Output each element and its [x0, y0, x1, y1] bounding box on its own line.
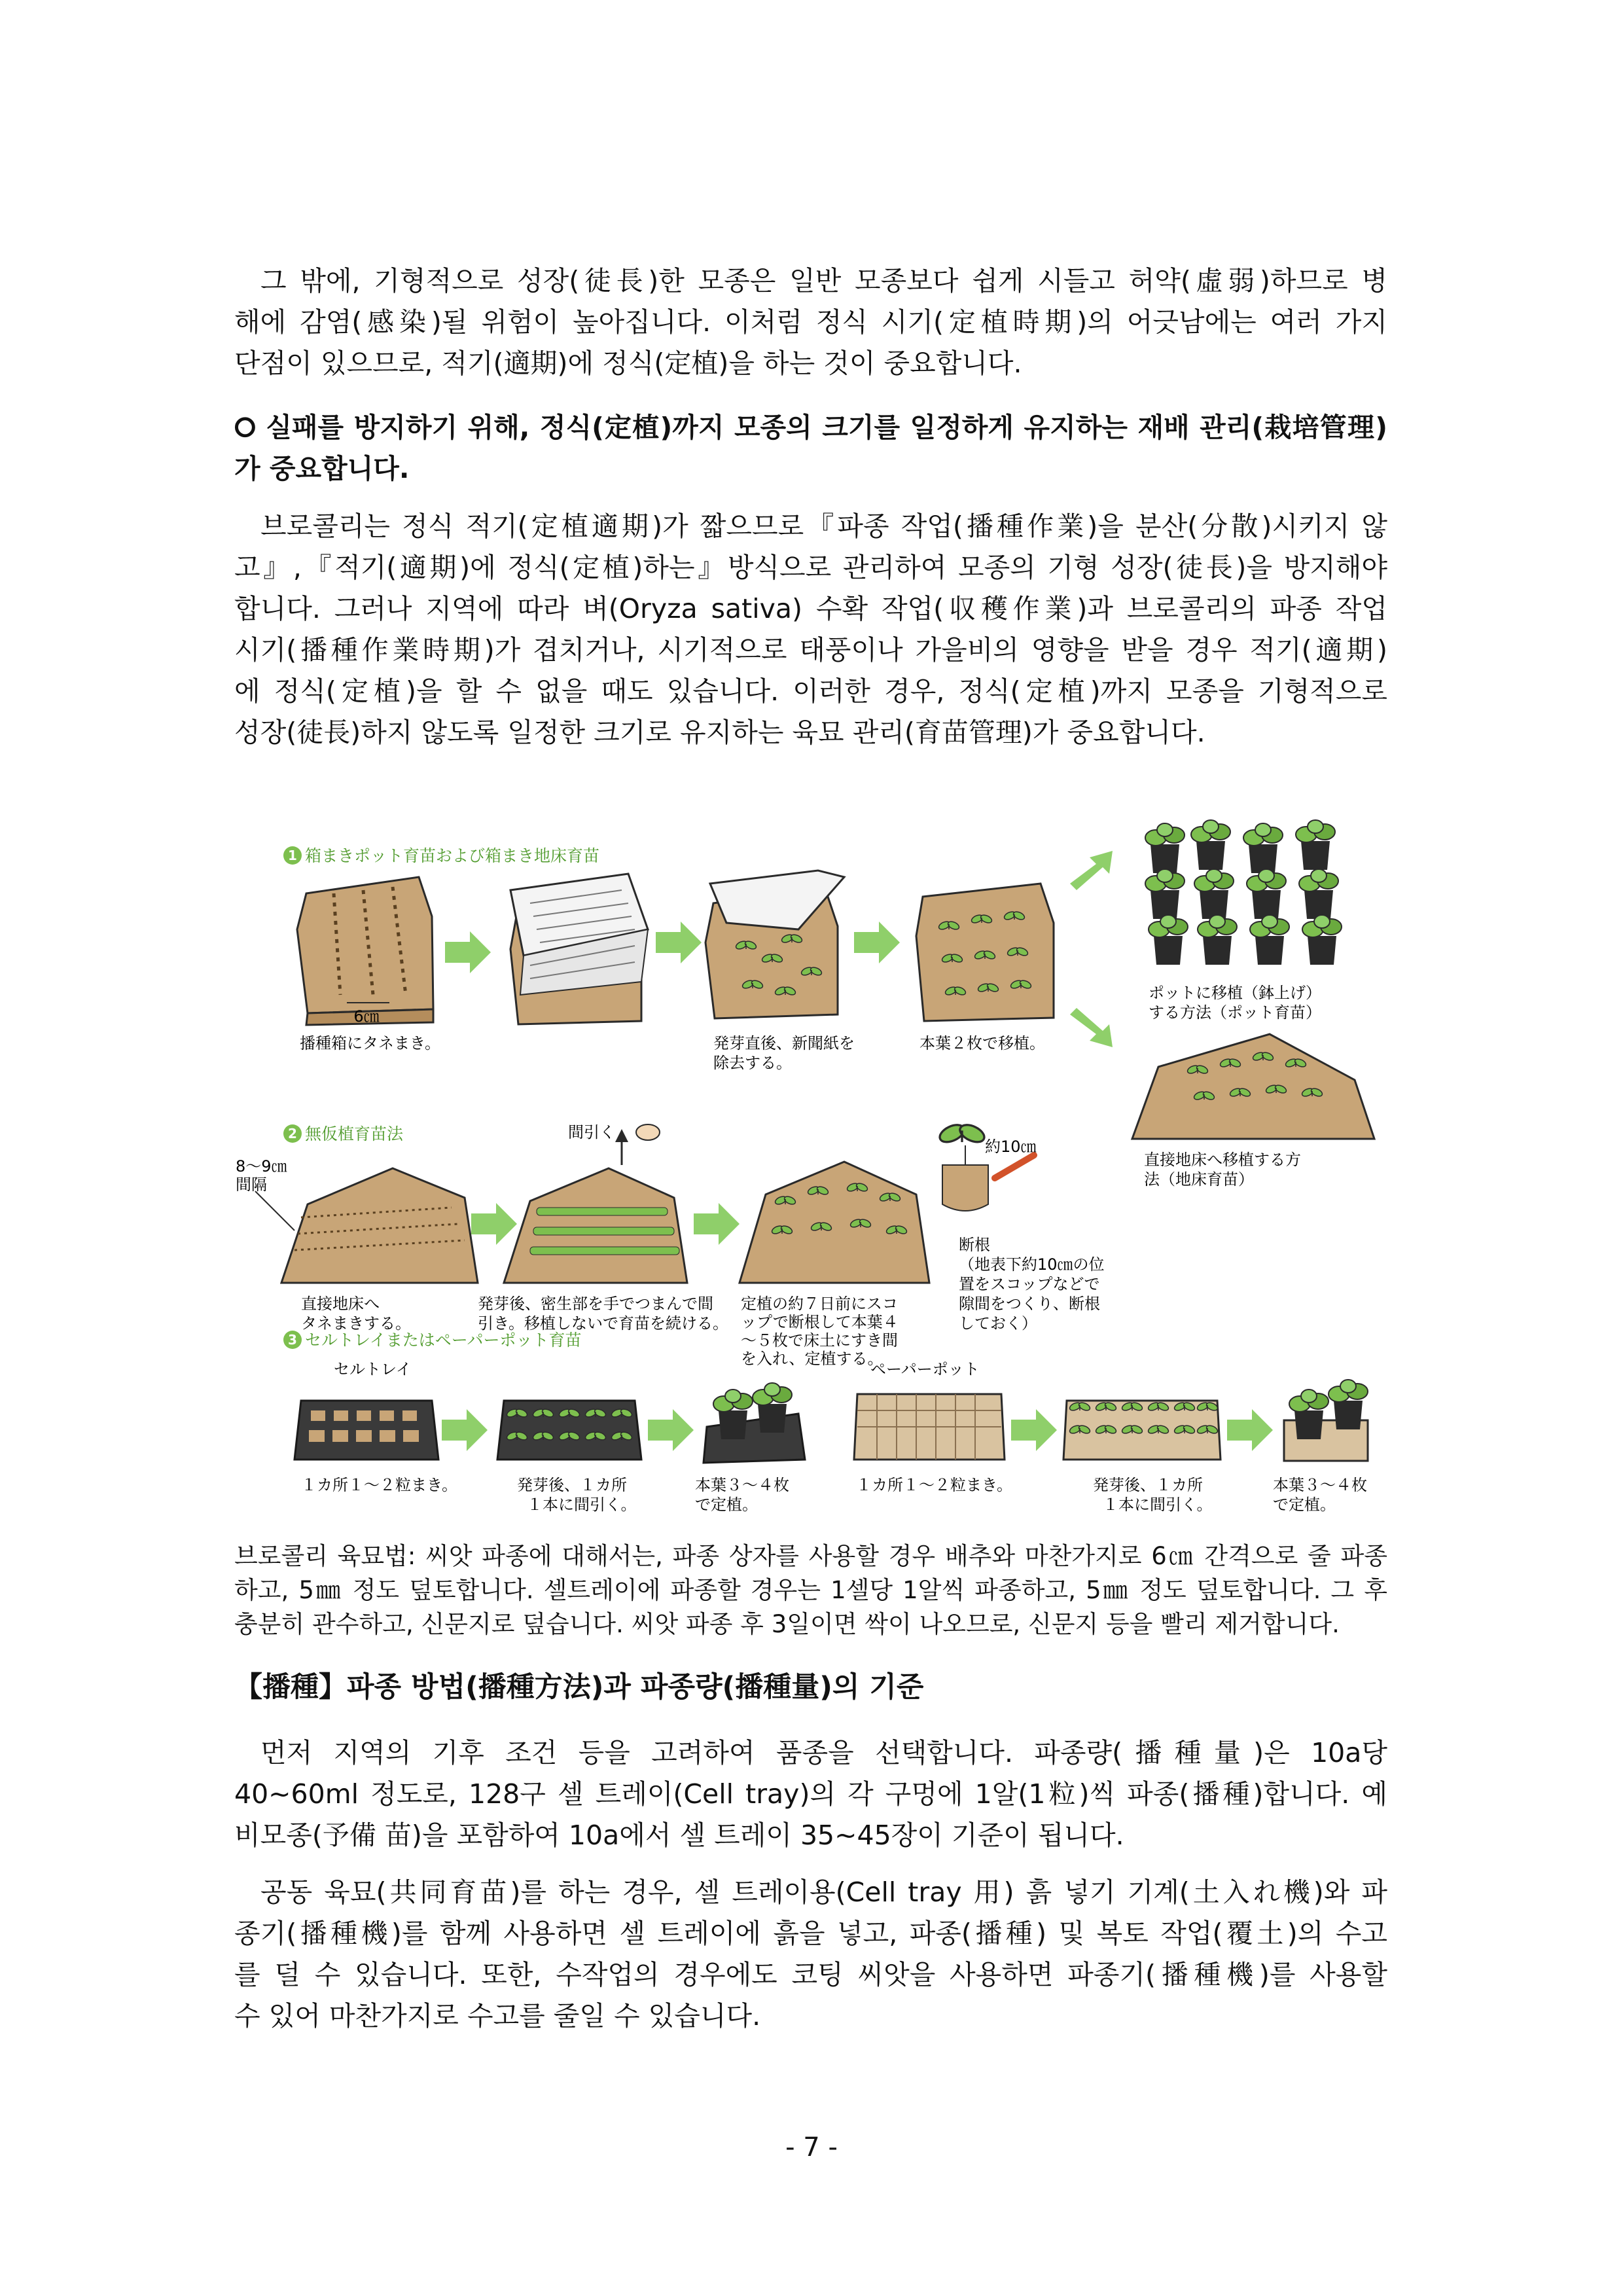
seedling-method-illustration — [229, 798, 1394, 1535]
spacing-label-2: 間隔 — [236, 1175, 267, 1194]
page-number: - 7 - — [785, 2132, 838, 2162]
spacing-label-1: 8～9㎝ — [236, 1157, 287, 1175]
paragraph-line: 비모종(予備 苗)을 포함하여 10a에서 셀 트레이 35~45장이 기준이 됩니다. — [234, 1820, 1124, 1851]
caption-paper-2-1: 発芽後、１カ所 — [1093, 1476, 1203, 1494]
sprouting-box — [705, 870, 844, 1018]
caption-cell-3-2: で定植。 — [695, 1496, 758, 1514]
ground-bed-drawing — [1132, 1034, 1374, 1139]
paragraph-line: 해에 감염(感染)될 위험이 높아집니다. 이처럼 정식 시기(定植時期)의 어긋남에는 여러 가지 — [234, 306, 1387, 338]
arrow-icon — [648, 1409, 694, 1451]
section-3-number: 3 — [288, 1332, 297, 1348]
paragraph-3 — [234, 1732, 1387, 1856]
caption-paper-2-2: １本に間引く。 — [1103, 1496, 1213, 1514]
cell-tray-seeded — [294, 1401, 438, 1460]
paragraph-line: 단점이 있으므로, 적기(適期)에 정식(定植)을 하는 것이 중요합니다. — [234, 348, 1022, 379]
section-1-title: 箱まきポット育苗および箱まき地床育苗 — [305, 846, 600, 865]
thinning-label: 間引く — [568, 1123, 615, 1141]
section-heading — [234, 407, 1387, 490]
arrow-icon — [1011, 1409, 1057, 1451]
paragraph-line: 합니다. 그러나 지역에 따라 벼(Oryza sativa) 수확 작업(収穫作業)과 브로콜리의 파종 작업 — [234, 593, 1387, 624]
arrow-icon — [656, 922, 702, 963]
root-cut-detail — [937, 1121, 1034, 1211]
paragraph-line: 브로콜리는 정식 적기(定植適期)가 짧으므로『파종 작업(播種作業)을 분산(分散)시키지 않 — [260, 511, 1387, 542]
caption-thinning-1: 発芽後、密生部を手でつまんで間 — [478, 1295, 713, 1313]
arrow-icon — [1227, 1409, 1273, 1451]
paragraph-line: 40~60ml 정도로, 128구 셀 트레이(Cell tray)의 각 구멍에 1알(1粒)씩 파종(播種)합니다. 예 — [234, 1778, 1387, 1810]
caption-danne-2: （地表下約10㎝の位 — [959, 1255, 1105, 1274]
caption-ground-2: 法（地床育苗） — [1144, 1170, 1254, 1189]
caption-ground-1: 直接地床へ移植する方 — [1144, 1151, 1301, 1169]
paper-pot-grown — [1284, 1380, 1368, 1461]
subheading: 【播種】파종 방법(播種方法)과 파종량(播種量)의 기준 — [234, 1671, 924, 1704]
thinning-bed — [504, 1124, 687, 1283]
paper-pot-sprouted — [1063, 1401, 1221, 1460]
caption-transplant: 本葉２枚で移植。 — [919, 1034, 1045, 1052]
paragraph-line: 그 밖에, 기형적으로 성장(徒長)한 모종은 일반 모종보다 쉽게 시들고 허약(虛弱)하므로 병 — [260, 265, 1387, 296]
caption-newspaper-2: 除去する。 — [713, 1054, 792, 1072]
paragraph-4 — [234, 1872, 1387, 2037]
arrow-down-icon — [1070, 1008, 1113, 1047]
paragraph-line: 고』,『적기(適期)에 정식(定植)하는』방식으로 관리하여 모종의 기형 성장(徒長)을 방지해야 — [234, 552, 1387, 583]
caption-seedbox: 播種箱にタネまき。 — [300, 1034, 441, 1052]
paragraph-line: 에 정식(定植)을 할 수 없을 때도 있습니다. 이러한 경우, 정식(定植)까지 모종을 기형적으로 — [234, 675, 1387, 707]
caption-danne-4: 隙間をつくり、断根 — [959, 1295, 1100, 1313]
caption-newspaper-1: 発芽直後、新聞紙を — [713, 1034, 855, 1052]
caption-rootcut-2: ップで断根して本葉４ — [741, 1313, 899, 1331]
caption-paper-3-1: 本葉３～４枚 — [1273, 1476, 1367, 1494]
caption-pot-1: ポットに移植（鉢上げ） — [1149, 984, 1321, 1002]
section-2-title: 無仮植育苗法 — [305, 1124, 404, 1143]
caption-line: 브로콜리 육묘법: 씨앗 파종에 대해서는, 파종 상자를 사용할 경우 배추와 마찬가지로 6㎝ 간격으로 줄 파종 — [234, 1542, 1387, 1570]
caption-cell-2-1: 発芽後、１カ所 — [517, 1476, 627, 1494]
figure-caption — [234, 1539, 1387, 1641]
caption-paper-3-2: で定植。 — [1273, 1496, 1336, 1514]
caption-pot-2: する方法（ポット育苗） — [1149, 1003, 1321, 1022]
potted-seedlings — [1145, 820, 1342, 965]
arrow-icon — [471, 1203, 517, 1245]
paragraph-line: 먼저 지역의 기후 조건 등을 고려하여 품종을 선택합니다. 파종량(播種量)은 10a당 — [260, 1737, 1387, 1768]
arrow-icon — [445, 931, 491, 973]
heading-line: 가 중요합니다. — [234, 453, 410, 484]
arrow-icon — [854, 922, 900, 963]
bullet-icon: ⭘ — [234, 412, 256, 443]
caption-direct-2: タネまきする。 — [301, 1314, 411, 1333]
arrow-up-icon — [1070, 851, 1113, 890]
paragraph-line: 성장(徒長)하지 않도록 일정한 크기로 유지하는 육묘 관리(育苗管理)가 중요합니다. — [234, 717, 1205, 748]
caption-danne-3: 置をスコップなどで — [959, 1275, 1100, 1293]
newspaper-covered-box — [510, 874, 648, 1024]
caption-direct-1: 直接地床へ — [301, 1295, 380, 1313]
paperpot-label: ペーパーポット — [870, 1360, 980, 1378]
caption-line: 하고, 5㎜ 정도 덮토합니다. 셀트레이에 파종할 경우는 1셀당 1알씩 파종하고, 5㎜ 정도 덮토합니다. 그 후 — [234, 1576, 1387, 1604]
heading-line: ⭘ 실패를 방지하기 위해, 정식(定植)까지 모종의 크기를 일정하게 유지하는 재배 관리(栽培管理) — [234, 412, 1387, 443]
caption-rootcut-3: ～５枚で床土にすき間 — [741, 1331, 898, 1350]
root-cut-bed — [740, 1162, 929, 1283]
paragraph-1 — [234, 260, 1387, 384]
caption-paper-1: １カ所１～２粒まき。 — [856, 1476, 1013, 1494]
cell-tray-grown — [704, 1383, 805, 1463]
paragraph-line: 를 덜 수 있습니다. 또한, 수작업의 경우에도 코팅 씨앗을 사용하면 파종기(播種機)를 사용할 — [234, 1959, 1387, 1990]
section-2-number: 2 — [288, 1126, 297, 1141]
caption-thinning-2: 引き。移植しないで育苗を続ける。 — [478, 1314, 729, 1333]
transplant-box — [916, 884, 1054, 1021]
section-1-number: 1 — [288, 848, 297, 863]
caption-danne-1: 断根 — [959, 1236, 990, 1254]
caption-cell-2-2: １本に間引く。 — [527, 1496, 637, 1514]
direct-seeding-bed — [255, 1168, 478, 1283]
arrow-icon — [442, 1409, 488, 1451]
spacing-6cm-label: 6㎝ — [353, 1007, 380, 1026]
cell-tray-sprouted — [497, 1401, 641, 1460]
paragraph-line: 공동 육묘(共同育苗)를 하는 경우, 셀 트레이용(Cell tray 用) 흙 넣기 기계(土入れ機)와 파 — [260, 1876, 1387, 1908]
caption-cell-3-1: 本葉３～４枚 — [695, 1476, 789, 1494]
caption-line: 충분히 관수하고, 신문지로 덮습니다. 씨앗 파종 후 3일이면 싹이 나오므로, 신문지 등을 빨리 제거합니다. — [234, 1610, 1340, 1638]
depth-10cm-label: 約10㎝ — [985, 1138, 1037, 1156]
seed-box-drawing — [297, 877, 433, 1025]
caption-cell-1: １カ所１～２粒まき。 — [301, 1476, 458, 1494]
paragraph-2 — [234, 506, 1387, 753]
caption-danne-5: しておく） — [959, 1314, 1037, 1333]
paragraph-line: 수 있어 마찬가지로 수고를 줄일 수 있습니다. — [234, 2000, 761, 2032]
caption-rootcut-4: を入れ、定植する。 — [741, 1350, 883, 1368]
celltray-label: セルトレイ — [334, 1360, 412, 1378]
paragraph-line: 종기(播種機)를 함께 사용하면 셀 트레이에 흙을 넣고, 파종(播種) 및 복토 작업(覆土)의 수고 — [234, 1918, 1387, 1949]
paper-pot-seeded — [854, 1394, 1005, 1460]
paragraph-line: 시기(播種作業時期)가 겹치거나, 시기적으로 태풍이나 가을비의 영향을 받을 경우 적기(適期) — [234, 634, 1387, 666]
caption-rootcut-1: 定植の約７日前にスコ — [741, 1295, 898, 1313]
arrow-icon — [694, 1203, 740, 1245]
section-3-title: セルトレイまたはペーパーポット育苗 — [305, 1331, 582, 1350]
